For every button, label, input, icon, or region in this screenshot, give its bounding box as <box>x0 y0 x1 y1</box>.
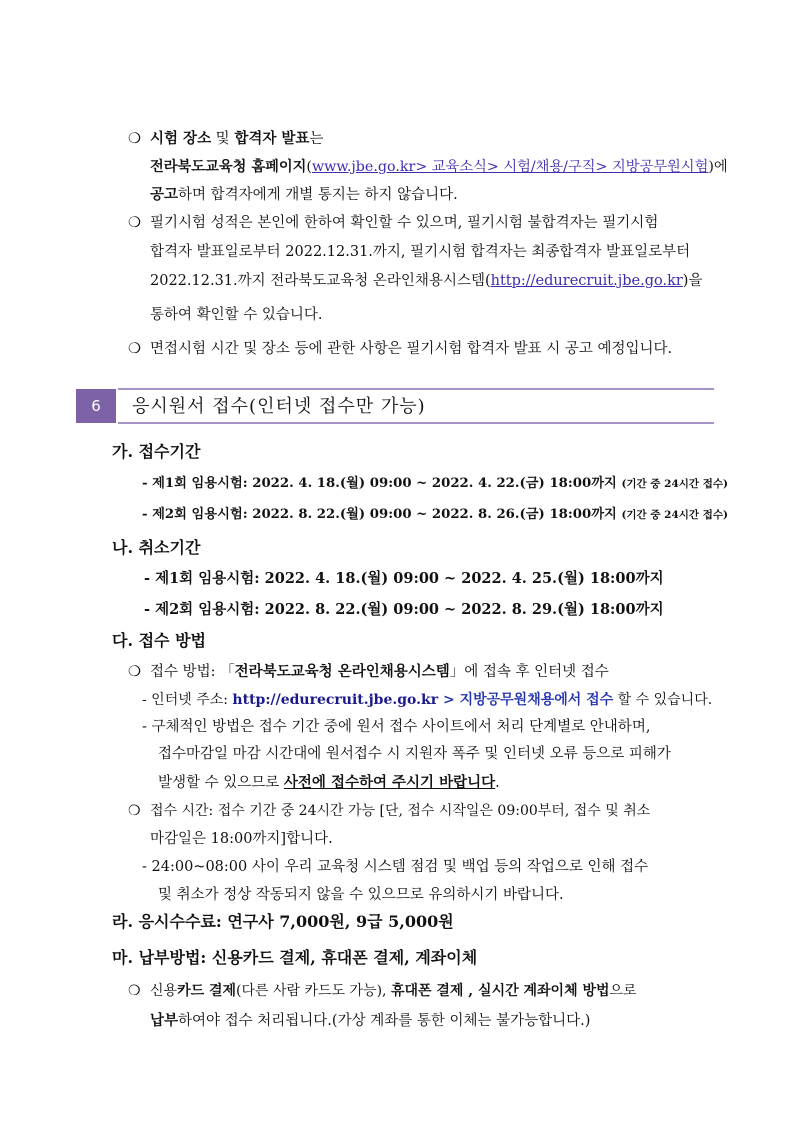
section-rule-bottom <box>118 422 714 424</box>
method-time-line-3: - 24:00~08:00 사이 우리 교육청 시스템 점검 및 백업 등의 작업으로 인해 접수 <box>142 859 649 875</box>
score-notice-line-3: 2022.12.31.까지 전라북도교육청 온라인채용시스템(http://edurecruit.jbe.go.kr)을 <box>150 273 703 289</box>
bullet-circle-icon: ❍ <box>128 664 141 680</box>
section-title: 응시원서 접수(인터넷 접수만 가능) <box>132 396 426 417</box>
period-row-2: - 제2회 임용시험: 2022. 8. 22.(월) 09:00 ~ 2022. 8. 26.(금) 18:00까지 (기간 중 24시간 접수) <box>142 507 728 522</box>
exam-location-notice: ❍ 시험 장소 및 합격자 발표는 <box>128 130 324 147</box>
bullet-circle-icon: ❍ <box>128 983 141 999</box>
payment-heading: 마. 납부방법: 신용카드 결제, 휴대폰 결제, 계좌이체 <box>112 948 478 967</box>
homepage-link[interactable]: www.jbe.go.kr> 교육소식> 시험/채용/구직> 지방공무원시험 <box>311 159 709 175</box>
edurecruit-url[interactable]: http://edurecruit.jbe.go.kr <box>232 692 439 708</box>
score-notice-line-4: 통하여 확인할 수 있습니다. <box>150 307 323 323</box>
bullet-circle-icon: ❍ <box>128 131 141 147</box>
method-line-5: 발생할 수 있으므로 사전에 접수하여 주시기 바랍니다. <box>158 774 500 791</box>
method-line-4: 접수마감일 마감 시간대에 원서접수 시 지원자 폭주 및 인터넷 오류 등으로 피해가 <box>158 746 671 762</box>
score-notice-line-1: ❍ 필기시험 성적은 본인에 한하여 확인할 수 있으며, 필기시험 불합격자는 필기시험 <box>128 215 659 231</box>
method-line-2: - 인터넷 주소: http://edurecruit.jbe.go.kr > 지방공무원채용에서 접수 할 수 있습니다. <box>142 692 713 708</box>
section-number-badge: 6 <box>76 389 116 423</box>
period-row-1: - 제1회 임용시험: 2022. 4. 18.(월) 09:00 ~ 2022. 4. 22.(금) 18:00까지 (기간 중 24시간 접수) <box>142 476 728 491</box>
period-heading: 가. 접수기간 <box>112 442 201 461</box>
bullet-circle-icon: ❍ <box>128 803 141 819</box>
score-notice-line-2: 합격자 발표일로부터 2022.12.31.까지, 필기시험 합격자는 최종합격자 발표일로부터 <box>150 244 691 260</box>
fee-heading: 라. 응시수수료: 연구사 7,000원, 9급 5,000원 <box>112 912 454 931</box>
method-time-line-1: ❍ 접수 시간: 접수 기간 중 24시간 가능 [단, 접수 시작일은 09:00부터, 접수 및 취소 <box>128 803 651 819</box>
interview-notice: ❍ 면접시험 시간 및 장소 등에 관한 사항은 필기시험 합격자 발표 시 공고 예정입니다. <box>128 341 673 357</box>
edurecruit-link[interactable]: http://edurecruit.jbe.go.kr <box>490 273 683 289</box>
cancel-heading: 나. 취소기간 <box>112 538 201 557</box>
exam-announcement-line: 공고하며 합격자에게 개별 통지는 하지 않습니다. <box>150 186 458 203</box>
cancel-row-1: - 제1회 임용시험: 2022. 4. 18.(월) 09:00 ~ 2022. 4. 25.(월) 18:00까지 <box>144 570 664 587</box>
method-line-3: - 구체적인 방법은 접수 기간 중에 원서 접수 사이트에서 처리 단계별로 안내하며, <box>142 719 651 735</box>
payment-line-1: ❍ 신용카드 결제(다른 사람 카드도 가능), 휴대폰 결제 , 실시간 계좌이체 방법으로 <box>128 983 637 999</box>
method-line-1: ❍ 접수 방법: 「전라북도교육청 온라인채용시스템」에 접속 후 인터넷 접수 <box>128 663 609 680</box>
bullet-circle-icon: ❍ <box>128 341 141 357</box>
section-rule-top <box>118 388 714 390</box>
exam-homepage-line: 전라북도교육청 홈페이지(www.jbe.go.kr> 교육소식> 시험/채용/구직> 지방공무원시험)에 <box>150 159 728 175</box>
payment-line-2: 납부하여야 접수 처리됩니다.(가상 계좌를 통한 이체는 불가능합니다.) <box>150 1012 591 1029</box>
cancel-row-2: - 제2회 임용시험: 2022. 8. 22.(월) 09:00 ~ 2022. 8. 29.(월) 18:00까지 <box>144 601 664 618</box>
method-time-line-4: 및 취소가 정상 작동되지 않을 수 있으므로 유의하시기 바랍니다. <box>158 887 564 903</box>
method-heading: 다. 접수 방법 <box>112 631 206 650</box>
bullet-circle-icon: ❍ <box>128 215 141 231</box>
method-time-line-2: 마감일은 18:00까지]합니다. <box>150 831 333 847</box>
